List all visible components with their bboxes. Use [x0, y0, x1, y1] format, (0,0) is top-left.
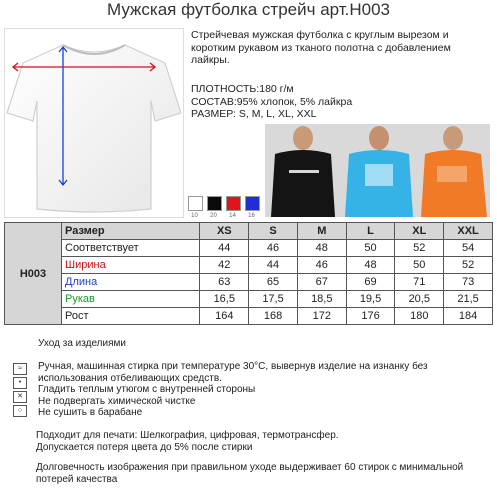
table-cell: 48	[297, 240, 346, 257]
table-cell: 54	[444, 240, 493, 257]
no-tumble-dry-icon: ○	[13, 405, 27, 417]
table-cell: 16,5	[200, 291, 249, 308]
spec-composition: СОСТАВ:95% хлопок, 5% лайкра	[191, 95, 353, 108]
table-cell: 184	[444, 308, 493, 325]
care-item: Гладить теплым утюгом с внутренней стороны	[38, 384, 256, 395]
swatch-red[interactable]	[226, 196, 241, 211]
care-item: Ручная, машинная стирка при температуре 30°С, вывернув изделие на изнанку без использования отбеливающих средств.	[38, 361, 428, 384]
table-cell: 176	[346, 308, 395, 325]
table-cell: 42	[200, 257, 249, 274]
swatch-white[interactable]	[188, 196, 203, 211]
table-cell: 52	[395, 240, 444, 257]
table-cell: 44	[249, 257, 298, 274]
table-cell: 17,5	[249, 291, 298, 308]
size-column-header: M	[297, 223, 346, 240]
table-row	[5, 240, 493, 257]
row-label: Ширина	[62, 257, 200, 274]
size-column-header: XL	[395, 223, 444, 240]
size-column-header: L	[346, 223, 395, 240]
table-cell: 19,5	[346, 291, 395, 308]
size-column-header: S	[249, 223, 298, 240]
table-cell: 73	[444, 274, 493, 291]
table-cell: 69	[346, 274, 395, 291]
size-table-header	[5, 223, 493, 240]
table-row	[5, 257, 493, 274]
no-dry-clean-icon: ✕	[13, 391, 27, 403]
table-row	[5, 274, 493, 291]
table-cell: 164	[200, 308, 249, 325]
row-label: Рукав	[62, 291, 200, 308]
table-cell: 180	[395, 308, 444, 325]
table-cell: 168	[249, 308, 298, 325]
article-cell: Н003	[5, 223, 62, 325]
durability-note: Долговечность изображения при правильном уходе выдерживает 60 стирок с минимальной потерей качества	[36, 462, 464, 485]
care-item: Не сушить в барабане	[38, 407, 143, 418]
tshirt-image	[4, 28, 184, 218]
table-cell: 46	[297, 257, 346, 274]
iron-icon: •	[13, 377, 27, 389]
models-photo	[265, 124, 490, 217]
printing-info	[36, 430, 476, 454]
swatch-label: 16	[248, 213, 255, 219]
wash-icon: ≈	[13, 363, 27, 375]
table-cell: 52	[444, 257, 493, 274]
color-loss-note: Допускается потеря цвета до 5% после стирки	[36, 442, 253, 453]
spec-sizes: РАЗМЕР: S, M, L, XL, XXL	[191, 108, 317, 120]
swatch-black[interactable]	[207, 196, 222, 211]
row-label: Рост	[62, 308, 200, 325]
table-cell: 65	[249, 274, 298, 291]
table-cell: 20,5	[395, 291, 444, 308]
table-cell: 21,5	[444, 291, 493, 308]
table-cell: 67	[297, 274, 346, 291]
care-item: Не подвергать химической чистке	[38, 395, 196, 407]
swatch-label: 20	[210, 213, 217, 219]
printing-methods: Подходит для печати: Шелкография, цифровая, термотрансфер.	[36, 430, 339, 441]
table-cell: 50	[395, 257, 444, 274]
table-cell: 172	[297, 308, 346, 325]
care-icons	[13, 363, 29, 419]
table-cell: 48	[346, 257, 395, 274]
table-cell: 46	[249, 240, 298, 257]
swatch-label: 10	[191, 213, 198, 219]
product-specs	[191, 83, 491, 121]
row-label: Соответствует	[62, 240, 200, 257]
size-header-label: Размер	[62, 223, 200, 240]
table-cell: 44	[200, 240, 249, 257]
swatch-label: 14	[229, 213, 236, 219]
care-title: Уход за изделиями	[38, 338, 126, 349]
care-instructions	[38, 361, 458, 419]
size-column-header: XS	[200, 223, 249, 240]
spec-density: ПЛОТНОСТЬ:180 г/м	[191, 83, 294, 95]
table-row	[5, 308, 493, 325]
table-cell: 63	[200, 274, 249, 291]
table-cell: 71	[395, 274, 444, 291]
size-table	[4, 222, 493, 325]
row-label: Длина	[62, 274, 200, 291]
tshirt-icon	[5, 29, 183, 217]
table-cell: 18,5	[297, 291, 346, 308]
page-title: Мужская футболка стрейч арт.Н003	[107, 0, 390, 19]
table-row	[5, 291, 493, 308]
table-cell: 50	[346, 240, 395, 257]
product-description: Стрейчевая мужская футболка с круглым вырезом и коротким рукавом из тканого полотна с добавлением лайкры.	[191, 29, 451, 66]
size-column-header: XXL	[444, 223, 493, 240]
swatch-blue[interactable]	[245, 196, 260, 211]
